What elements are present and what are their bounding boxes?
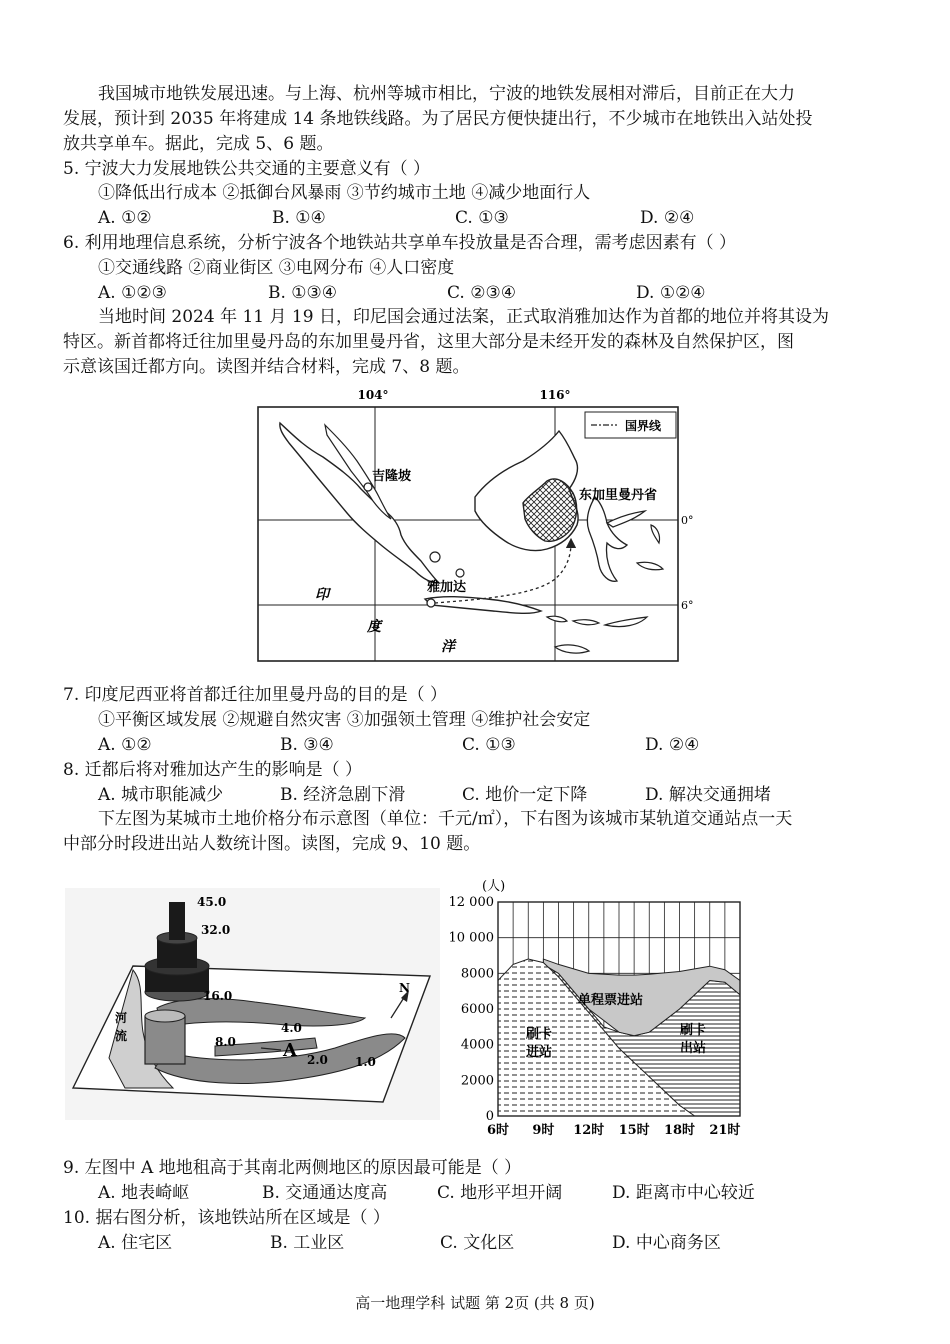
map-label-kuala-lumpur: 吉隆坡 bbox=[372, 469, 412, 484]
map-label-jakarta: 雅加达 bbox=[427, 580, 467, 595]
map-legend-label: 国界线 bbox=[625, 419, 662, 433]
q8-option-d[interactable]: D. 解决交通拥堵 bbox=[645, 785, 771, 805]
x-tick-label: 15时 bbox=[618, 1123, 650, 1138]
land-label-2: 2.0 bbox=[307, 1053, 328, 1067]
q6-option-d[interactable]: D. ①②④ bbox=[636, 283, 706, 303]
q7-option-a[interactable]: A. ①② bbox=[98, 735, 152, 755]
q8-option-b[interactable]: B. 经济急剧下滑 bbox=[280, 785, 406, 805]
series-label-card-entry-1: 刷卡 bbox=[526, 1027, 553, 1042]
x-tick-label: 12时 bbox=[573, 1123, 605, 1138]
land-label-45: 45.0 bbox=[197, 895, 227, 909]
y-tick-label: 8000 bbox=[460, 966, 494, 982]
q7-option-d[interactable]: D. ②④ bbox=[645, 735, 700, 755]
intro2-line2: 特区。新首都将迁往加里曼丹岛的东加里曼丹省，这里大部分是未经开发的森林及自然保护区，图 bbox=[63, 332, 794, 352]
jakarta-marker bbox=[427, 599, 435, 607]
q9-option-d[interactable]: D. 距离市中心较近 bbox=[612, 1183, 755, 1203]
q10-option-a[interactable]: A. 住宅区 bbox=[98, 1233, 173, 1253]
q6-items: ①交通线路 ②商业街区 ③电网分布 ④人口密度 bbox=[98, 258, 455, 278]
q9-option-c[interactable]: C. 地形平坦开阔 bbox=[437, 1183, 563, 1203]
y-tick-label: 6000 bbox=[460, 1002, 494, 1017]
q6-option-b[interactable]: B. ①③④ bbox=[268, 283, 338, 303]
y-tick-label: 10 000 bbox=[448, 930, 494, 946]
price-block-8 bbox=[145, 1016, 185, 1064]
q5-option-a[interactable]: A. ①② bbox=[98, 208, 152, 228]
land-label-4: 4.0 bbox=[281, 1021, 302, 1035]
q6-option-a[interactable]: A. ①②③ bbox=[98, 283, 167, 303]
q10-option-c[interactable]: C. 文化区 bbox=[440, 1233, 515, 1253]
x-tick-label: 21时 bbox=[709, 1123, 741, 1138]
indonesia-map bbox=[255, 385, 700, 665]
x-tick-label: 6时 bbox=[486, 1123, 510, 1138]
intro3-line1: 下左图为某城市土地价格分布示意图（单位：千元/㎡），下右图为该城市某轨道交通站点一天 bbox=[98, 809, 793, 829]
land-price-diagram bbox=[65, 888, 440, 1120]
intro1-line3: 放共享单车。据此，完成 5、6 题。 bbox=[63, 134, 334, 154]
intro1-line2: 发展，预计到 2035 年将建成 14 条地铁线路。为了居民方便快捷出行，不少城市在地铁出入站处投 bbox=[63, 109, 813, 129]
y-tick-label: 0 bbox=[485, 1109, 494, 1124]
q8-option-c[interactable]: C. 地价一定下降 bbox=[462, 785, 588, 805]
map-lat-6: 6° bbox=[681, 599, 694, 612]
intro3-line2: 中部分时段进出站人数统计图。读图，完成 9、10 题。 bbox=[63, 834, 481, 854]
land-label-1: 1.0 bbox=[355, 1055, 376, 1069]
q8-stem: 8. 迁都后将对雅加达产生的影响是（ ） bbox=[63, 760, 363, 780]
q10-stem: 10. 据右图分析，该地铁站所在区域是（ ） bbox=[63, 1208, 390, 1228]
y-tick-label: 2000 bbox=[460, 1073, 494, 1089]
q7-items: ①平衡区域发展 ②规避自然灾害 ③加强领土管理 ④维护社会安定 bbox=[98, 710, 591, 730]
map-lon-104: 104° bbox=[357, 388, 389, 402]
q5-option-c[interactable]: C. ①③ bbox=[455, 208, 509, 228]
series-label-card-exit-1: 刷卡 bbox=[680, 1023, 707, 1038]
belitung-island bbox=[456, 569, 464, 577]
q10-option-d[interactable]: D. 中心商务区 bbox=[612, 1233, 721, 1253]
river-label-2: 流 bbox=[115, 1029, 128, 1043]
map-lat-0: 0° bbox=[681, 514, 694, 527]
station-traffic-chart bbox=[448, 874, 758, 1144]
map-label-east-kalimantan: 东加里曼丹省 bbox=[579, 488, 658, 503]
kuala-lumpur-marker bbox=[364, 483, 372, 491]
intro2-line1: 当地时间 2024 年 11 月 19 日，印尼国会通过法案，正式取消雅加达作为首都的地位并将其设为 bbox=[98, 307, 829, 327]
y-tick-label: 12 000 bbox=[448, 895, 494, 910]
series-label-single-ticket: 单程票进站 bbox=[578, 993, 644, 1008]
x-tick-label: 18时 bbox=[663, 1123, 696, 1138]
q9-option-b[interactable]: B. 交通通达度高 bbox=[262, 1183, 388, 1203]
q6-option-c[interactable]: C. ②③④ bbox=[447, 283, 516, 303]
north-label: N bbox=[399, 981, 410, 995]
q5-option-d[interactable]: D. ②④ bbox=[640, 208, 695, 228]
map-lon-116: 116° bbox=[539, 388, 571, 402]
series-label-card-exit-2: 出站 bbox=[680, 1041, 707, 1056]
map-ocean-char-1: 印 bbox=[315, 587, 329, 603]
q9-stem: 9. 左图中 A 地地租高于其南北两侧地区的原因最可能是（ ） bbox=[63, 1158, 522, 1178]
page-footer: 高一地理学科 试题 第 2页 (共 8 页) bbox=[355, 1294, 595, 1312]
q7-option-c[interactable]: C. ①③ bbox=[462, 735, 516, 755]
q8-option-a[interactable]: A. 城市职能减少 bbox=[98, 785, 224, 805]
q10-option-b[interactable]: B. 工业区 bbox=[270, 1233, 345, 1253]
intro1-line1: 我国城市地铁发展迅速。与上海、杭州等城市相比，宁波的地铁发展相对滞后，目前正在大力 bbox=[98, 84, 795, 104]
q5-stem: 5. 宁波大力发展地铁公共交通的主要意义有（ ） bbox=[63, 159, 431, 179]
series-label-card-entry-2: 进站 bbox=[526, 1045, 553, 1060]
map-ocean-char-2: 度 bbox=[367, 619, 381, 635]
q6-stem: 6. 利用地理信息系统，分析宁波各个地铁站共享单车投放量是否合理，需考虑因素有（ ） bbox=[63, 233, 737, 253]
q9-option-a[interactable]: A. 地表崎岖 bbox=[98, 1183, 190, 1203]
price-block-8-top bbox=[145, 1010, 185, 1022]
river-label-1: 河 bbox=[115, 1011, 128, 1025]
y-tick-label: 4000 bbox=[460, 1037, 494, 1053]
land-label-16: 16.0 bbox=[203, 989, 233, 1003]
q7-stem: 7. 印度尼西亚将首都迁往加里曼丹岛的目的是（ ） bbox=[63, 685, 448, 705]
chart-y-unit: (人) bbox=[482, 879, 506, 894]
q5-option-b[interactable]: B. ①④ bbox=[272, 208, 326, 228]
map-ocean-char-3: 洋 bbox=[441, 639, 455, 655]
land-label-8: 8.0 bbox=[215, 1035, 236, 1049]
q5-items: ①降低出行成本 ②抵御台风暴雨 ③节约城市土地 ④减少地面行人 bbox=[98, 183, 591, 203]
land-label-32: 32.0 bbox=[201, 923, 231, 937]
bangka-island bbox=[430, 552, 440, 562]
land-label-a: A bbox=[283, 1040, 297, 1061]
x-tick-label: 9时 bbox=[532, 1123, 555, 1138]
q7-option-b[interactable]: B. ③④ bbox=[280, 735, 334, 755]
tower-tier-45 bbox=[169, 902, 185, 940]
intro2-line3: 示意该国迁都方向。读图并结合材料，完成 7、8 题。 bbox=[63, 357, 470, 377]
